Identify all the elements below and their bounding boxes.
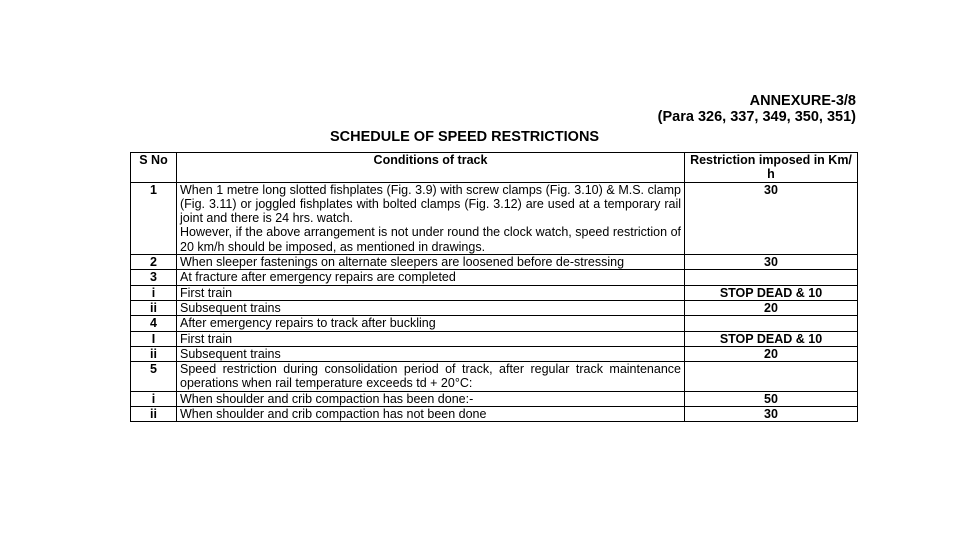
row-sno: 5 [131,362,177,392]
table-row [131,391,858,406]
row-condition: First train [177,285,685,300]
row-sno: 4 [131,316,177,331]
row-condition: At fracture after emergency repairs are completed [177,270,685,285]
row-condition [177,182,685,254]
row-condition: Subsequent trains [177,346,685,361]
row-restriction [685,362,858,392]
row-restriction: 30 [685,407,858,422]
table-row [131,255,858,270]
row-sno: ii [131,346,177,361]
page-title: SCHEDULE OF SPEED RESTRICTIONS [330,129,600,145]
table-row [131,331,858,346]
row-restriction [685,316,858,331]
table-row [131,346,858,361]
row-restriction: 50 [685,391,858,406]
row-condition: After emergency repairs to track after buckling [177,316,685,331]
row-restriction: STOP DEAD & 10 [685,331,858,346]
table-row [131,316,858,331]
row-restriction: 20 [685,346,858,361]
row-condition: First train [177,331,685,346]
col-header-sno: S No [131,153,177,183]
row-condition-text-continued: However, if the above arrangement is not under round the clock watch, speed restriction of 20 km/h should be imposed, as mentioned in drawings. [180,225,681,254]
row-sno: 1 [131,182,177,254]
table-row [131,362,858,392]
row-restriction: 30 [685,255,858,270]
row-restriction: STOP DEAD & 10 [685,285,858,300]
row-sno: ii [131,300,177,315]
table-header-row [131,153,858,183]
row-condition: Speed restriction during consolidation period of track, after regular track maintenance operations when rail temperature exceeds td + 20°C: [177,362,685,392]
col-header-conditions: Conditions of track [177,153,685,183]
para-reference: (Para 326, 337, 349, 350, 351) [657,109,856,125]
row-sno: i [131,391,177,406]
speed-restriction-table [130,152,858,422]
table-row [131,300,858,315]
row-sno: I [131,331,177,346]
row-condition-text: When 1 metre long slotted fishplates (Fig. 3.9) with screw clamps (Fig. 3.10) & M.S. clamp (Fig. 3.11) or joggled fishplates with bolted clamps (Fig. 3.12) are used at a temporary rail joint and there is 24 hrs. watch. [180,182,681,226]
table-row [131,285,858,300]
row-condition: When sleeper fastenings on alternate sleepers are loosened before de-stressing [177,255,685,270]
table-row [131,407,858,422]
row-condition: When shoulder and crib compaction has not been done [177,407,685,422]
col-header-restriction: Restriction imposed in Km/ h [685,153,858,183]
row-sno: i [131,285,177,300]
row-condition: Subsequent trains [177,300,685,315]
table-row [131,182,858,254]
row-restriction: 30 [685,182,858,254]
annexure-number: ANNEXURE-3/8 [749,93,856,109]
annexure-header [658,93,856,125]
table-row [131,270,858,285]
row-restriction [685,270,858,285]
row-condition: When shoulder and crib compaction has been done:- [177,391,685,406]
row-restriction: 20 [685,300,858,315]
row-sno: 3 [131,270,177,285]
row-sno: 2 [131,255,177,270]
row-sno: ii [131,407,177,422]
